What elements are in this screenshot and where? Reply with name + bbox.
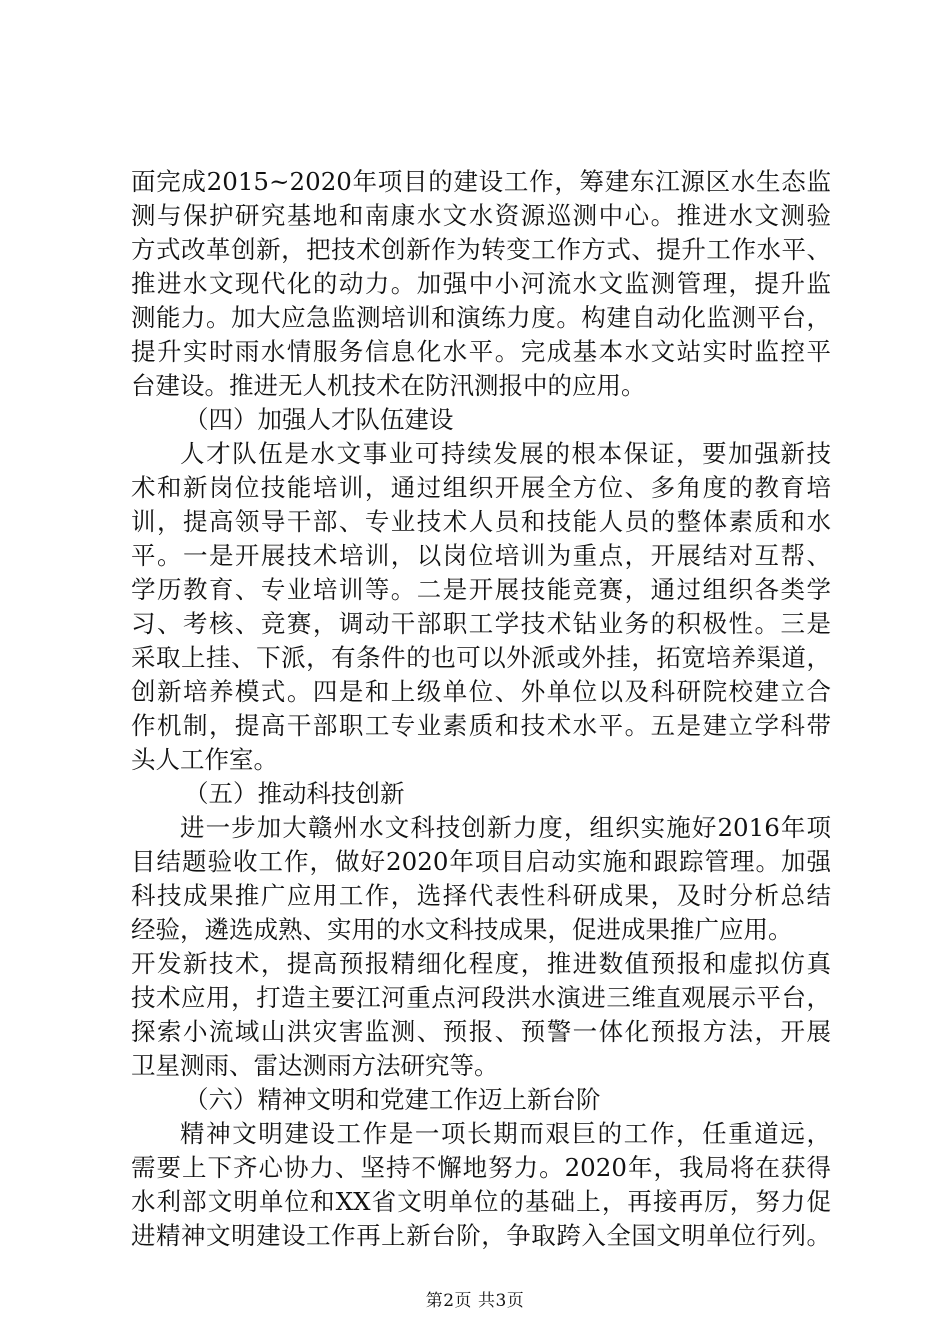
body-line: 平。一是开展技术培训，以岗位培训为重点，开展结对互帮、: [131, 541, 831, 570]
body-line: 提升实时雨水情服务信息化水平。完成基本水文站实时监控平: [131, 337, 831, 366]
body-line: 开发新技术，提高预报精细化程度，推进数值预报和虚拟仿真: [131, 949, 831, 978]
section-heading: （五）推动科技创新: [184, 779, 405, 808]
body-line: 经验，遴选成熟、实用的水文科技成果，促进成果推广应用。: [131, 915, 793, 944]
body-line: 创新培养模式。四是和上级单位、外单位以及科研院校建立合: [131, 677, 831, 706]
body-line: 台建设。推进无人机技术在防汛测报中的应用。: [131, 371, 646, 400]
body-line: 方式改革创新，把技术创新作为转变工作方式、提升工作水平、: [131, 235, 831, 264]
body-line: 人才队伍是水文事业可持续发展的根本保证，要加强新技: [180, 439, 831, 468]
body-line: 面完成2015~2020年项目的建设工作，筹建东江源区水生态监: [131, 167, 831, 196]
body-line: 科技成果推广应用工作，选择代表性科研成果，及时分析总结: [131, 881, 831, 910]
body-line: 进一步加大赣州水文科技创新力度，组织实施好2016年项: [180, 813, 831, 842]
section-heading: （六）精神文明和党建工作迈上新台阶: [184, 1085, 601, 1114]
page-footer: 第2页 共3页: [425, 1291, 525, 1311]
body-line: 作机制，提高干部职工专业素质和技术水平。五是建立学科带: [131, 711, 831, 740]
body-line: 习、考核、竞赛，调动干部职工学技术钻业务的积极性。三是: [131, 609, 831, 638]
body-line: 进精神文明建设工作再上新台阶，争取跨入全国文明单位行列。: [131, 1221, 831, 1250]
body-line: 测与保护研究基地和南康水文水资源巡测中心。推进水文测验: [131, 201, 831, 230]
body-line: 探索小流域山洪灾害监测、预报、预警一体化预报方法，开展: [131, 1017, 831, 1046]
body-line: 测能力。加大应急监测培训和演练力度。构建自动化监测平台，: [131, 303, 831, 332]
body-line: 术和新岗位技能培训，通过组织开展全方位、多角度的教育培: [131, 473, 831, 502]
body-line: 水利部文明单位和XX省文明单位的基础上，再接再厉，努力促: [131, 1187, 831, 1216]
section-heading: （四）加强人才队伍建设: [184, 405, 454, 434]
body-line: 需要上下齐心协力、坚持不懈地努力。2020年，我局将在获得: [131, 1153, 831, 1182]
body-line: 采取上挂、下派，有条件的也可以外派或外挂，拓宽培养渠道，: [131, 643, 831, 672]
body-line: 卫星测雨、雷达测雨方法研究等。: [131, 1051, 499, 1080]
body-line: 头人工作室。: [131, 745, 278, 774]
body-line: 推进水文现代化的动力。加强中小河流水文监测管理，提升监: [131, 269, 831, 298]
body-line: 目结题验收工作，做好2020年项目启动实施和跟踪管理。加强: [131, 847, 831, 876]
body-line: 精神文明建设工作是一项长期而艰巨的工作，任重道远，: [180, 1119, 831, 1148]
body-line: 训，提高领导干部、专业技术人员和技能人员的整体素质和水: [131, 507, 831, 536]
body-line: 学历教育、专业培训等。二是开展技能竞赛，通过组织各类学: [131, 575, 831, 604]
body-line: 技术应用，打造主要江河重点河段洪水演进三维直观展示平台，: [131, 983, 831, 1012]
